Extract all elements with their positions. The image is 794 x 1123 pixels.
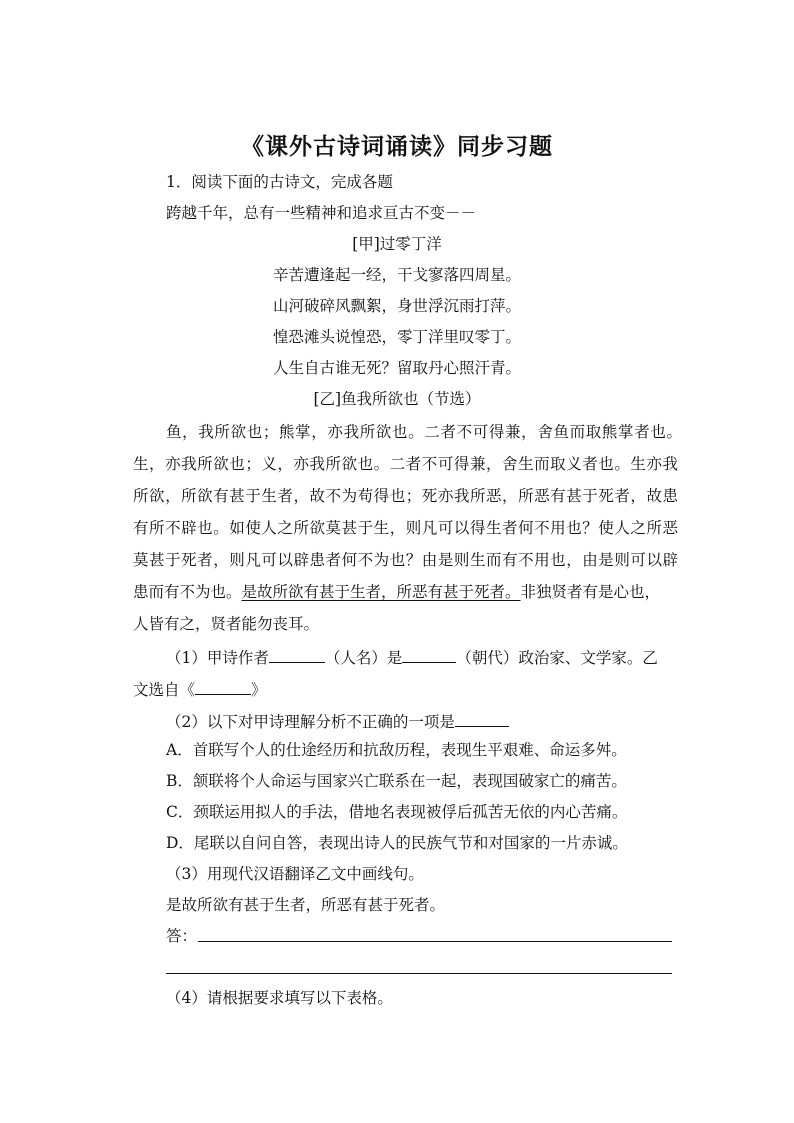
theme-line: 跨越千年，总有一些精神和追求亘古不变－－ xyxy=(166,204,477,222)
prose-line: 莫甚于死者，则凡可以辟患者何不为也？由是则生而有不用也，由是则可以辟 xyxy=(133,551,678,569)
question-intro: 1．阅读下面的古诗文，完成各题 xyxy=(166,173,393,191)
q2-line xyxy=(166,710,509,732)
answer-label: 答： xyxy=(166,927,198,945)
answer-line[interactable] xyxy=(198,941,672,942)
q1-text: 》 xyxy=(251,681,267,699)
poem-line: 山河破碎风飘絮，身世浮沉雨打萍。 xyxy=(272,297,521,315)
prose-line: 生，亦我所欲也；义，亦我所欲也。二者不可得兼，舍生而取义者也。生亦我 xyxy=(133,455,678,473)
answer-line[interactable] xyxy=(166,973,672,974)
q1-text: （朝代）政治家、文学家。乙 xyxy=(456,649,658,667)
q2-stem: （2）以下对甲诗理解分析不正确的一项是 xyxy=(166,713,455,731)
prose-line-underlined xyxy=(133,582,660,602)
page-title: 《课外古诗词诵读》同步习题 xyxy=(241,133,553,160)
option-c: C．颈联运用拟人的手法，借地名表现被俘后孤苦无依的内心苦痛。 xyxy=(166,803,628,821)
option-b: B．颔联将个人命运与国家兴亡联系在一起，表现国破家亡的痛苦。 xyxy=(166,772,627,790)
dynasty-blank[interactable] xyxy=(402,646,456,663)
q1-line xyxy=(166,646,658,668)
option-a: A．首联写个人的仕途经历和抗敌历程，表现生平艰难、命运多舛。 xyxy=(166,741,627,759)
q1-text: 文选自《 xyxy=(133,681,196,699)
q3-stem: （3）用现代汉语翻译乙文中画线句。 xyxy=(166,865,424,883)
prose-line: 所欲，所欲有甚于生者，故不为苟得也；死亦我所恶，所恶有甚于死者，故患 xyxy=(133,487,678,505)
q1-text: （1）甲诗作者 xyxy=(166,649,269,667)
prose-yi-heading: [乙]鱼我所欲也（节选） xyxy=(313,390,481,408)
poem-line: 惶恐滩头说惶恐，零丁洋里叹零丁。 xyxy=(272,328,521,346)
option-d: D．尾联以自问自答，表现出诗人的民族气节和对国家的一片赤诚。 xyxy=(166,834,628,852)
poem-jia-heading: [甲]过零丁洋 xyxy=(352,235,442,253)
source-blank[interactable] xyxy=(195,678,251,695)
choice-blank[interactable] xyxy=(455,710,509,727)
q1-line xyxy=(133,678,267,700)
q1-text: （人名）是 xyxy=(324,649,403,667)
q4-stem: （4）请根据要求填写以下表格。 xyxy=(166,989,393,1007)
author-blank[interactable] xyxy=(269,646,325,663)
q3-sentence: 是故所欲有甚于生者，所恶有甚于死者。 xyxy=(166,896,446,914)
prose-line: 有所不辟也。如使人之所欲莫甚于生，则凡可以得生者何不用也？使人之所恶 xyxy=(133,519,678,537)
prose-text: 患而有不为也。 xyxy=(133,583,242,601)
prose-line: 鱼，我所欲也；熊掌，亦我所欲也。二者不可得兼，舍鱼而取熊掌者也。 xyxy=(166,423,682,441)
prose-text: 非独贤者有是心也， xyxy=(520,583,661,601)
poem-line: 人生自古谁无死？留取丹心照汗青。 xyxy=(272,359,521,377)
underlined-sentence: 是故所欲有甚于生者，所恶有甚于死者。 xyxy=(241,583,521,601)
prose-line: 人皆有之，贤者能勿丧耳。 xyxy=(133,615,320,633)
poem-line: 辛苦遭逢起一经，干戈寥落四周星。 xyxy=(272,266,521,284)
